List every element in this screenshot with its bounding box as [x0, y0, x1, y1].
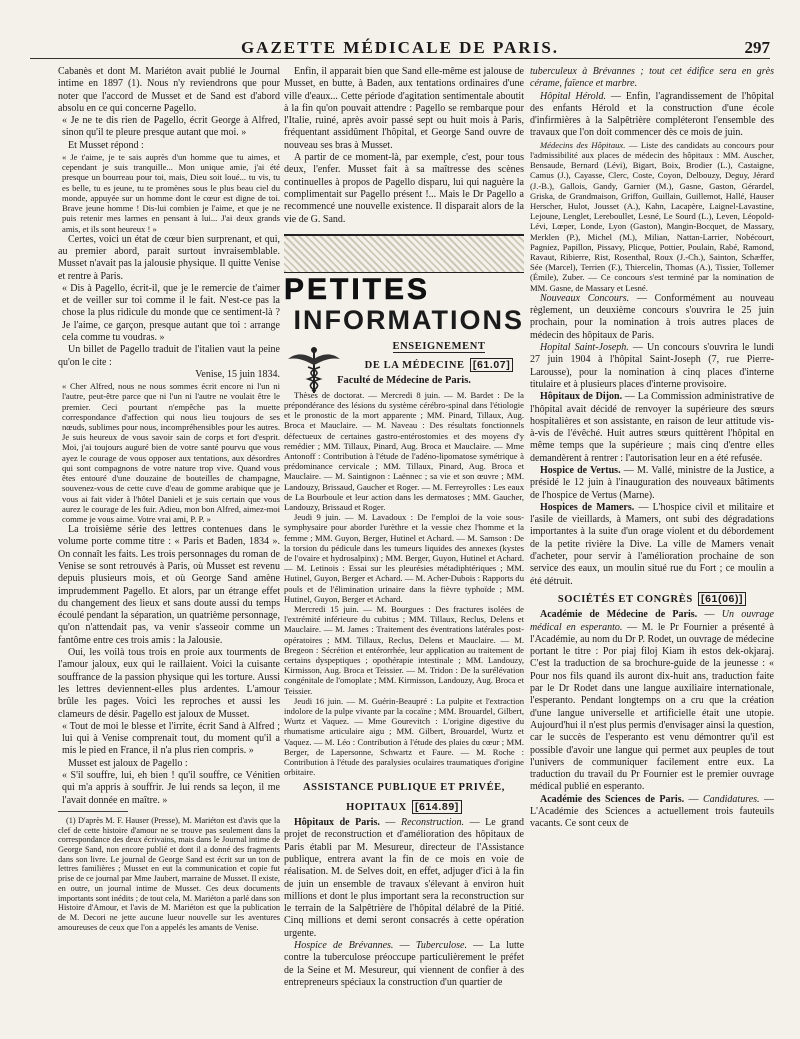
item-title: Hospice de Brévannes.	[294, 940, 394, 952]
classification-code: [614.89]	[412, 800, 462, 814]
item-text: Conformément au nouveau règlement, un deuxième concours s'ouvrira le 25 juin prochain, pour la nomination à trois autres places de médecin des hôpitaux de Paris.	[530, 292, 774, 341]
paragraph: Cabanès et dont M. Mariéton avait publié le Journal intime en 1897 (1). Nous n'y reviendrons que pour noter que l'accord de Musset et de Sand est d'abord absolu en ce qui concerne Pagello.	[58, 66, 280, 114]
item-text: L'hospice civil et militaire et l'asile de vieillards, à Mamers, ont subi des dégradations importantes à la suite d'un orage violent et du débordement de la petite rivière la Dive. La ville de Mamers venait d'acheter, pour servir à l'amélioration prochaine de son service des eaux, un moulin situé rue du Fort ; ce moulin a été détruit.	[530, 501, 774, 587]
petites-heading: PETITES	[284, 272, 431, 306]
item-subtitle: Un ouvrage médical en esperanto.	[530, 609, 774, 633]
theses-text: Jeudi 16 juin. — M. Guérin-Beaupré : La pulpite et l'extraction indolore de la pulpe vivante par la cocaïne ; MM. Brouardel, Gilbert, Wurtz et Vaquez. — Mme Gourevitch : L'origine digestive du rhumatisme articulaire aigu ; MM. Gilbert, Brouardel, Wurtz et Vaquez. — M. Léo : Contribution à l'étude des plaies du cœur ; MM. Berger, de Lapersonne, Schwartz et Faure. — M. Roche : Contribution à l'étude des paralysies oculaires traumatiques d'origine orbitaire.	[284, 695, 524, 778]
page-header	[30, 30, 770, 59]
quote: « S'il souffre, lui, eh bien ! qu'il souffre, ce Vénitien qui m'a appris à souffrir. Je lui rends sa leçon, il me l'avait donnée en maître. »	[62, 770, 280, 806]
paragraph: tuberculeux à Brévannes ; tout cet édifice sera en grès cérame, faïence et marbre.	[530, 66, 774, 90]
informations-heading: INFORMATIONS	[293, 304, 524, 335]
paragraph: Oui, les voilà tous trois en proie aux tourments de l'amour jaloux, eux qui le raillaient. Voici la cuisante souffrance de la passion physique qui les torture. Aussi les lettres deviennent-elles plus ardentes. L'amour brûle les pages. Voici les reproches et aussi les clameurs de désir. Pagello est jaloux de Musset.	[58, 647, 280, 720]
item-title: Médecins des Hôpitaux.	[540, 139, 626, 150]
page-number: 297	[744, 38, 770, 57]
item-text: La Commission administrative de l'hôpital avait décidé de renvoyer la supérieure des sœurs hospitalières et son assistante, en raison de leur attitude vis-à-vis de l'évêché. Huit autres sœurs quittèrent l'hôpital en même temps que la supérieure ; mais cinq d'entre elles demandèrent à rentrer : l'autorisation leur en a été refusée.	[530, 391, 774, 464]
enseignement-heading	[284, 341, 524, 373]
quote: « Tout de moi le blesse et l'irrite, écrit Sand à Alfred ; lui qui à Venise comprenait tout, du moment qu'il a mis le pied en France, il n'a plus rien compris. »	[62, 720, 280, 757]
classification-code: [61(06)]	[698, 592, 746, 606]
quote: « Je ne te dis rien de Pagello, écrit George à Alfred, sinon qu'il te pleure presque autant que moi. »	[62, 115, 280, 139]
item-title: Hôpital Hérold.	[540, 90, 606, 102]
item-title: Académie de Médecine de Paris.	[540, 609, 698, 621]
item-text: Un concours s'ouvrira le lundi 27 juin 1904 à l'hôpital Saint-Joseph (7, rue Pierre-Larousse), pour la nomination à cinq places d'interne titulaire et à plusieurs places d'interne provisoire.	[530, 342, 774, 390]
item-title: Nouveaux Concours.	[540, 292, 630, 304]
section-title: SOCIÉTÉS ET CONGRÈS	[557, 593, 693, 605]
section-banner-ornament	[284, 234, 524, 273]
paragraph: Certes, voici un état de cœur bien surprenant, et qui, au premier abord, parait surtout invraisemblable. Musset n'avait pas la jalousie physique. Il quitte Venise et rentre à Paris.	[58, 233, 280, 282]
section-title: ENSEIGNEMENT	[392, 340, 486, 352]
quote: « Cher Alfred, nous ne nous sommes écrit encore ni l'un ni l'autre, peut-être parce que ni l'un ni l'autre ne voulait être le premier. Ceci pourtant n'empêche pas la muette correspondance d'affection qui nous lieu toujours de ses nœuds, sublimes pour nous, incompréhensibles pour les autres. Je suis heureux de vous savoir sain de corps et fort d'esprit. Moi, j'ai toujours auguré bien de votre santé pourvu que vous ayez le courage de vous opposer aux tentations, aux désordres qui sont compagnons de votre nature trop vive. Quand vous êtes entouré d'une douzaine de bouteilles de champagne, souvenez-vous de cette cuve d'eau de gomme arabique que je vous ai fait vider à l'hôtel Danieli et je suis certain que vous aurez le courage de les fuir. Adieu, mon bon Alfred, aimez-moi comme je vous aime. Votre vrai ami, P. P. »	[62, 381, 280, 524]
paragraph: A partir de ce moment-là, par exemple, c'est, pour tous deux, l'enfer. Musset fait à sa maîtresse des scènes continuelles à propos de Pagello disparu, lui qui naguère la complimentait sur Pagello présent !... Mais le Dr Pagello a recommencé une nouvelle existence. Il disparait alors de la vie de G. Sand.	[284, 152, 524, 225]
item-text: L'Académie des Sciences a actuellement trois fauteuils vacants. Ce sont ceux de	[530, 806, 774, 830]
item-subtitle: Reconstruction.	[400, 817, 465, 829]
item-title: Académie des Sciences de Paris.	[540, 793, 685, 805]
quote: « Je t'aime, je te sais auprès d'un homme que tu aimes, et cependant je suis tranquille... Mon unique amie, j'ai été presque un bourreau pour toi, mais, Dieu soit loué... tu vis, tu es belle, tu es jeune, tu te promènes sous le plus beau ciel du monde, appuyée sur un homme dont le cœur est digne de toi. Brave jeune homme ! Dis-lui combien je l'aime, et que je ne puis retenir mes larmes en pensant à lui... J'ai deux grands amis, et ils sont heureux ! »	[62, 152, 280, 234]
theses-text: Thèses de doctorat. — Mercredi 8 juin. — M. Bardet : De la prépondérance des lésions du système cérébro-spinal dans l'étiologie et le pronostic de la mort apparente ; MM. Pinard, Tillaux, Aug. Broca et Mauclaire. — M. Naveau : Des résultats fonctionnels défectueux de certaines gastro-entérostomies et des moyens d'y remédier ; MM. Tillaux, Pinard, Aug. Broca et Mauclaire. — Mme Antonoff : Contribution à l'étude de l'adéno-lipomatose symétrique à prédominance cervicale ; MM. Tillaux, Pinard, Aug. Broca et Mauclaire. — M. Saintignon : Laënnec ; sa vie et son œuvre ; MM. Landouzy, Brissaud, Gaucher et Roger. — M. Ferreyrolles : Les eaux de La Bourboule et leur action dans les dermatoses ; MM. Gaucher, Landouzy, Brissaud et Roger.	[284, 389, 524, 512]
paragraph: Un billet de Pagello traduit de l'italien vaut la peine qu'on le cite :	[58, 344, 280, 368]
section-title: ASSISTANCE PUBLIQUE ET PRIVÉE,	[303, 782, 505, 794]
item-text: La lutte contre la tuberculose préoccupe particulièrement le préfet de la Seine et M. Mesureur, qui viennent de confier à des entrepreneurs spéciaux la construction d'un quartier de	[284, 940, 524, 988]
item-text: Le grand projet de reconstruction et d'amélioration des hôpitaux de Paris établi par M. Mesureur, directeur de l'Assistance publique, entrera avant la fin de ce mois en voie de réalisation. M. de Selves doit, en effet, adjuger d'ici à la fin de juin un ensemble de travaux s'élevant à environ huit millions et dont le plus important sera la reconstruction sur le terrain de la Salpêtrière de l'hôpital délabré de la Pitié. Cinq millions et demi seront consacrés à cette opération urgente.	[284, 817, 524, 939]
section-subtitle: HOPITAUX	[346, 801, 407, 813]
paragraph: Enfin, il apparait bien que Sand elle-même est jalouse de Musset, en butte, à Baden, aux tentations ordinaires d'une ville d'eaux... Cette période d'agitation sentimentale aboutit à la fin qu'on pouvait attendre : Pagello se rembarque pour l'Italie, ruiné, après avoir passé sept ou huit mois à Paris, fréquentant assidûment l'hôpital, et George Sand ouvre de nouveau ses bras à Musset.	[284, 66, 524, 151]
item-text: M. le Pr Fournier a présenté à l'Académie, au nom du Dr P. Rodet, un ouvrage de médecine portant le titre : Por piaj filoj Kiam ih estos dek-okjaraj. C'est la traduction de sa brochure-guide de la jeunesse : « Pour nos fils quand ils auront dix-huit ans, traduction faite par le Dr Rodet dans une langue auxiliaire internationale, l'esperanto. Pendant longtemps on a cru que la création d'une langue universelle et artificielle était une utopie. Aujourd'hui il n'est plus permis d'envisager ainsi la question, car le succès de l'esperanto est venu démontrer qu'il est possible d'avoir une langue qui permet aux peuples de tout l'univers de communiquer facilement entre eux. La traduction du travail du Pr Fournier est le premier ouvrage médical publié en esperanto.	[530, 621, 774, 793]
paragraph: Musset est jaloux de Pagello :	[68, 757, 188, 769]
item-title: Hopital Saint-Joseph.	[540, 342, 629, 354]
item-title: Hôpitaux de Paris.	[294, 817, 380, 829]
item-text: M. Vallé, ministre de la Justice, a présidé le 12 juin à l'inauguration des nouveaux bâtiments de l'hospice de Vertus (Marne).	[530, 464, 774, 501]
footnote: (1) D'après M. F. Hauser (Presse), M. Mariéton est d'avis que la clef de cette histoire d'amour ne se trouve pas seulement dans la correspondance des deux écrivains, mais dans le Journal intime de George Sand, non encore publié et dont il a donné des fragments dans son livre. Le journal de George Sand est écrit sur un ton de lettres familières ; Musset en eut la communication et copie fut prise de ce journal par Mme Jaubert, marraine de Musset. Il existe, en outre, un journal intime de Musset. Ces deux documents importants sont inédits ; de tout cela, M. Mariéton a parlé dans son Histoire d'Amour, et l'avis de M. Mariéton est que la publication de M. Decori ne jette aucune lueur nouvelle sur les aventures amoureuses de ceux que l'on a appelés les amants de Venise.	[58, 815, 280, 932]
item-title: Hospices de Mamers.	[540, 501, 635, 513]
paragraph: Et Musset répond :	[68, 139, 144, 151]
column-1	[58, 66, 280, 1034]
paragraph: La troisième série des lettres contenues dans le volume porte comme titre : « Paris et Baden, 1834 ». On connaît les faits. Les trois personnages du roman de Venise se sont retrouvés à Paris, où Musset est revenu depuis plusieurs mois, et où George Sand amène imprudemment Pagello. Et alors, par un étrange effet du changement des lieux et sans doute aussi du temps écoulé pendant la séparation, un quatrième personnage, qu'on n'attendait pas, va venir s'asseoir comme un fantôme entre ces trois amis : la Jalousie.	[58, 524, 280, 646]
item-text: Enfin, l'agrandissement de l'hôpital des enfants Hérold et la construction d'une école d'infirmières à la Salpêtrière compléteront l'ensemble des travaux que l'on doit commencer dès ce mois de juin.	[530, 90, 774, 139]
item-subtitle: Candidatures.	[702, 793, 760, 805]
item-title: Hospice de Vertus.	[540, 464, 621, 476]
quote: « Dis à Pagello, écrit-il, que je le remercie de t'aimer et de veiller sur toi comme il le fait. N'est-ce pas la chose la plus ridicule du monde que ce sentiment-là ? Je l'aime, ce garçon, presque autant que toi : arrange cela comme tu voudras. »	[62, 282, 280, 344]
faculte-heading: Faculté de Médecine de Paris.	[337, 375, 471, 387]
section-subtitle: DE LA MÉDECINE	[364, 360, 465, 372]
column-3: tuberculeux à Brévannes ; tout cet édifice sera en grès cérame, faïence et marbre. Hôpital Hérold. — Enfin, l'agrandissement de l'hôpital des enfants Hérold et la construction d'une école d'infirmières à la Salpêtrière compléteront l'ensemble des travaux que l'on doit commencer dès ce mois de juin. Médecins des Hôpitaux. — Liste des candidats au concours pour l'admissibilité aux places de médecin des hôpitaux : MM. Auscher, Bensaude, Bernard (Lévi), Bigart, Boix, Brodier (L.), Castaigne, Camus (J.), Cayasse, Clerc, Coste, Coyon, Delbouzy, Deguy, Jérard (J.-B.), Gallois, Gandy, Garnier (M.), Gasne, Gaston, Gérardel, Griska, de Grandmaison, Griffon, Guillain, Guillemot, Hallé, Hauser Herscher, Hulot, Jousset (A.), Kahn, Lacapère, Laignel-Lavastine, Lejoune, Lenglet, Lereboullet, Lesné, Le Sourd (L.), Leven, Léopold-Lévi, Lœper, Londe, Lyon (Gaston), Mangin-Bocquet, de Massary, Merklen (P.), Michel (M.), Milian, Nattan-Larrier, Nobécourt, Pagniez, Papillon, Pissavy, Plicque, Pottier, Poulain, Rabé, Ramond, Ravaut, Ribierre, Rist, Rosenthal, Roux (J.-Ch.), Sainton, Schæffer, Sée (Marcel), Terrien (F.), Thiercelin, Thomas (A.), Tissier, Tollemer (Émile), Zuber. — Ce concours s'est terminé par la nomination de MM. Gasne, de Massary et Lesné. Nouveaux Concours. — Conformément au nouveau règlement, un deuxième concours s'ouvrira le 25 juin prochain, pour la nomination à trois autres places de médecin des hôpitaux de Paris. Hopital Saint-Joseph. — Un concours s'ouvrira le lundi 27 juin 1904 à l'hôpital Saint-Joseph (7, rue Pierre-Larousse), pour la nomination à cinq places d'interne titulaire et à plusieurs places d'interne provisoire. Hôpitaux de Dijon. — La Commission administrative de l'hôpital avait décidé de renvoyer la supérieure des sœurs hospitalières et son assistante, en raison de leur attitude vis-à-vis de l'évêché. Huit autres sœurs quittèrent l'hôpital en même temps que la supérieure ; mais cinq d'entre elles demandèrent à rentrer : l'autorisation leur en a été refusée. Hospice de Vertus. — M. Vallé, ministre de la Justice, a présidé le 12 juin à l'inauguration des nouveaux bâtiments de l'hospice de Vertus (Marne). Hospices de Mamers. — L'hospice civil et militaire et l'asile de vieillards, à Mamers, ont subi des dégradations importantes à la suite d'un orage violent et du débordement de la petite rivière la Dive. La ville de Mamers venait d'acheter, pour servir à l'amélioration prochaine de son service des eaux, un moulin situé rue du Fort ; ce moulin a été détruit. SOCIÉTÉS ET CONGRÈS [61(06)] Académie de Médecine de Paris. — Un ouvrage médical en esperanto. — M. le Pr Fournier a présenté à l'Académie, au nom du Dr P. Rodet, un ouvrage de médecine portant le titre : Por piaj filoj Kiam ih estos dek-okjaraj. C'est la traduction de sa brochure-guide de la jeunesse : « Pour nos fils quand ils auront dix-huit ans, traduction faite par le Dr Rodet dans une langue auxiliaire internationale, l'esperanto. Pendant longtemps on a cru que la création d'une langue universelle et artificielle était une utopie. Aujourd'hui il n'est plus permis d'envisager ainsi la question, car le succès de l'esperanto est venu démontrer qu'il est possible d'avoir une langue qui permet aux peuples de tout l'univers de communiquer facilement entre eux. La traduction du travail du Pr Fournier est le premier ouvrage médical publié en esperanto. Académie des Sciences de Paris. — Candidatures. — L'Académie des Sciences a actuellement trois fauteuils vacants. Ce sont ceux de	[530, 66, 774, 830]
item-title: Hôpitaux de Dijon.	[540, 391, 623, 403]
journal-title: GAZETTE MÉDICALE DE PARIS.	[240, 38, 560, 57]
classification-code: [61.07]	[470, 358, 513, 372]
footnote-separator	[58, 811, 128, 812]
column-2: Enfin, il apparait bien que Sand elle-même est jalouse de Musset, en butte, à Baden, aux tentations ordinaires d'une ville d'eaux... Cette période d'agitation sentimentale aboutit à la fin qu'on pouvait attendre : Pagello se rembarque pour l'Italie, ruiné, après avoir passé sept ou huit mois à Paris, fréquentant assidûment l'hôpital, et George Sand ouvre de nouveau ses bras à Musset. A partir de ce moment-là, par exemple, c'est, pour tous deux, l'enfer. Musset fait à sa maîtresse des scènes continuelles à propos de Pagello disparu, lui qui naguère la complimentait sur Pagello présent !... Mais le Dr Pagello a recommencé une nouvelle existence. Il disparait alors de la vie de G. Sand. PETITES INFORMATIONS ENSEIGNEMENT DE LA MÉDECINE [61.07] Faculté de Médecine de Paris. Thèses de doctorat. — Mercredi 8 juin. — M. Bardet : De la prépondérance des lésions du système cérébro-spinal dans l'étiologie et le pronostic de la mort apparente ; MM. Pinard, Tillaux, Aug. Broca et Mauclaire. — M. Naveau : Des résultats fonctionnels défectueux de certaines gastro-entérostomies et des moyens d'y remédier ; MM. Tillaux, Pinard, Aug. Broca et Mauclaire. — Mme Antonoff : Contribution à l'étude de l'adéno-lipomatose symétrique à prédominance cervicale ; MM. Tillaux, Pinard, Aug. Broca et Mauclaire. — M. Saintignon : Laënnec ; sa vie et son œuvre ; MM. Landouzy, Brissaud, Gaucher et Roger. — M. Ferreyrolles : Les eaux de La Bourboule et leur action dans les dermatoses ; MM. Gaucher, Landouzy, Brissaud et Roger. Jeudi 9 juin. — M. Lavadoux : De l'emploi de la voie sous-symphysaire pour aborder l'urèthre et la vessie chez l'homme et la femme ; MM. Guyon, Berger, Hutinel et Achard. — M. Samson : De la torsion du pédicule dans les tumeurs liquides des annexes (kystes de l'ovaire et hydrosalpinx) ; MM. Berger, Guyon, Hutinel et Achard. — M. Letinois : Essai sur les pleurésies métadiphtériques ; MM. Hutinel, Guyon, Berger et Achard. — M. Acher-Dubois : Rapports du pouls et de l'élimination urinaire dans la fièvre typhoïde ; MM. Hutinel, Guyon, Berger et Achard. Mercredi 15 juin. — M. Bourgues : Des fractures isolées de l'extrémité inférieure du cubitus ; MM. Tillaux, Reclus, Delens et Mauclaire. — M. James : Traitement des éventrations latérales post-opératoires ; MM. Tillaux, Reclus, Delens et Mauclaire. — M. Bregeon : Sécrétion et entérorrhée, leur application au traitement de certains dyspeptiques ; opothérapie intestinale ; MM. Landouzy, Kirmisson, Aug. Broca et Teissier. — M. Tridon : De la surélévation congénitale de l'omoplate ; MM. Kirmisson, Landouzy, Aug. Broca et Teissier. Jeudi 16 juin. — M. Guérin-Beaupré : La pulpite et l'extraction indolore de la pulpe vivante par la cocaïne ; MM. Brouardel, Gilbert, Wurtz et Vaquez. — Mme Gourevitch : L'origine digestive du rhumatisme articulaire aigu ; MM. Gilbert, Brouardel, Wurtz et Vaquez. — M. Léo : Contribution à l'étude des plaies du cœur ; MM. Berger, de Lapersonne, Schwartz et Faure. — M. Roche : Contribution à l'étude des paralysies oculaires traumatiques d'origine orbitaire. ASSISTANCE PUBLIQUE ET PRIVÉE, HOPITAUX [614.89] Hôpitaux de Paris. — Reconstruction. — Le grand projet de reconstruction et d'amélioration des hôpitaux de Paris établi par M. Mesureur, directeur de l'Assistance publique, entrera avant la fin de ce mois en voie de réalisation. M. de Selves doit, en effet, adjuger d'ici à la fin de juin un ensemble de travaux s'élevant à environ huit millions et dont le plus important sera la reconstruction sur le terrain de la Salpêtrière de l'hôpital délabré de la Pitié. Cinq millions et demi seront consacrés à cette opération urgente. Hospice de Brévannes. — Tuberculose. — La lutte contre la tuberculose préoccupe particulièrement le préfet de la Seine et M. Mesureur, qui viennent de confier à des entrepreneurs spéciaux la construction d'un quartier de	[284, 66, 524, 988]
item-text: Liste des candidats au concours pour l'admissibilité aux places de médecin des hôpitaux : MM. Auscher, Bensaude, Bernard (Lévi), Bigart, Boix, Brodier (L.), Castaigne, Camus (J.), Cayasse, Clerc, Coste, Coyon, Delbouzy, Deguy, Jérard (J.-B.), Gallois, Gandy, Garnier (M.), Gasne, Gaston, Gérardel, Griska, de Grandmaison, Griffon, Guillain, Guillemot, Hallé, Hauser Herscher, Hulot, Jousset (A.), Kahn, Lacapère, Laignel-Lavastine, Lejoune, Lenglet, Lereboullet, Lesné, Le Sourd (L.), Leven, Léopold-Lévi, Lœper, Londe, Lyon (Gaston), Mangin-Bocquet, de Massary, Merklen (P.), Michel (M.), Milian, Nattan-Larrier, Nobécourt, Pagniez, Papillon, Pissavy, Plicque, Pottier, Poulain, Rabé, Ramond, Ravaut, Ribierre, Rist, Rosenthal, Roux (J.-Ch.), Sainton, Schæffer, Sée (Marcel), Terrien (F.), Thiercelin, Thomas (A.), Tissier, Tollemer (Émile), Zuber. — Ce concours s'est terminé par la nomination de MM. Gasne, de Massary et Lesné.	[530, 139, 774, 293]
letter-date: Venise, 15 juin 1834.	[195, 368, 280, 380]
theses-text: Mercredi 15 juin. — M. Bourgues : Des fractures isolées de l'extrémité inférieure du cubitus ; MM. Tillaux, Reclus, Delens et Mauclaire. — M. James : Traitement des éventrations latérales post-opératoires ; MM. Tillaux, Reclus, Delens et Mauclaire. — M. Bregeon : Sécrétion et entérorrhée, leur application au traitement de certains dyspeptiques ; opothérapie intestinale ; MM. Landouzy, Kirmisson, Aug. Broca et Teissier. — M. Tridon : De la surélévation congénitale de l'omoplate ; MM. Kirmisson, Landouzy, Aug. Broca et Teissier.	[284, 604, 524, 696]
item-subtitle: Tuberculose.	[415, 940, 467, 952]
theses-text: Jeudi 9 juin. — M. Lavadoux : De l'emploi de la voie sous-symphysaire pour aborder l'urèthre et la vessie chez l'homme et la femme ; MM. Guyon, Berger, Hutinel et Achard. — M. Samson : De la torsion du pédicule dans les tumeurs liquides des annexes (kystes de l'ovaire et hydrosalpinx) ; MM. Berger, Guyon, Hutinel et Achard. — M. Letinois : Essai sur les pleurésies métadiphtériques ; MM. Hutinel, Guyon, Berger et Achard. — M. Acher-Dubois : Rapports du pouls et de l'élimination urinaire dans la fièvre typhoïde ; MM. Hutinel, Guyon, Berger et Achard.	[284, 512, 524, 604]
